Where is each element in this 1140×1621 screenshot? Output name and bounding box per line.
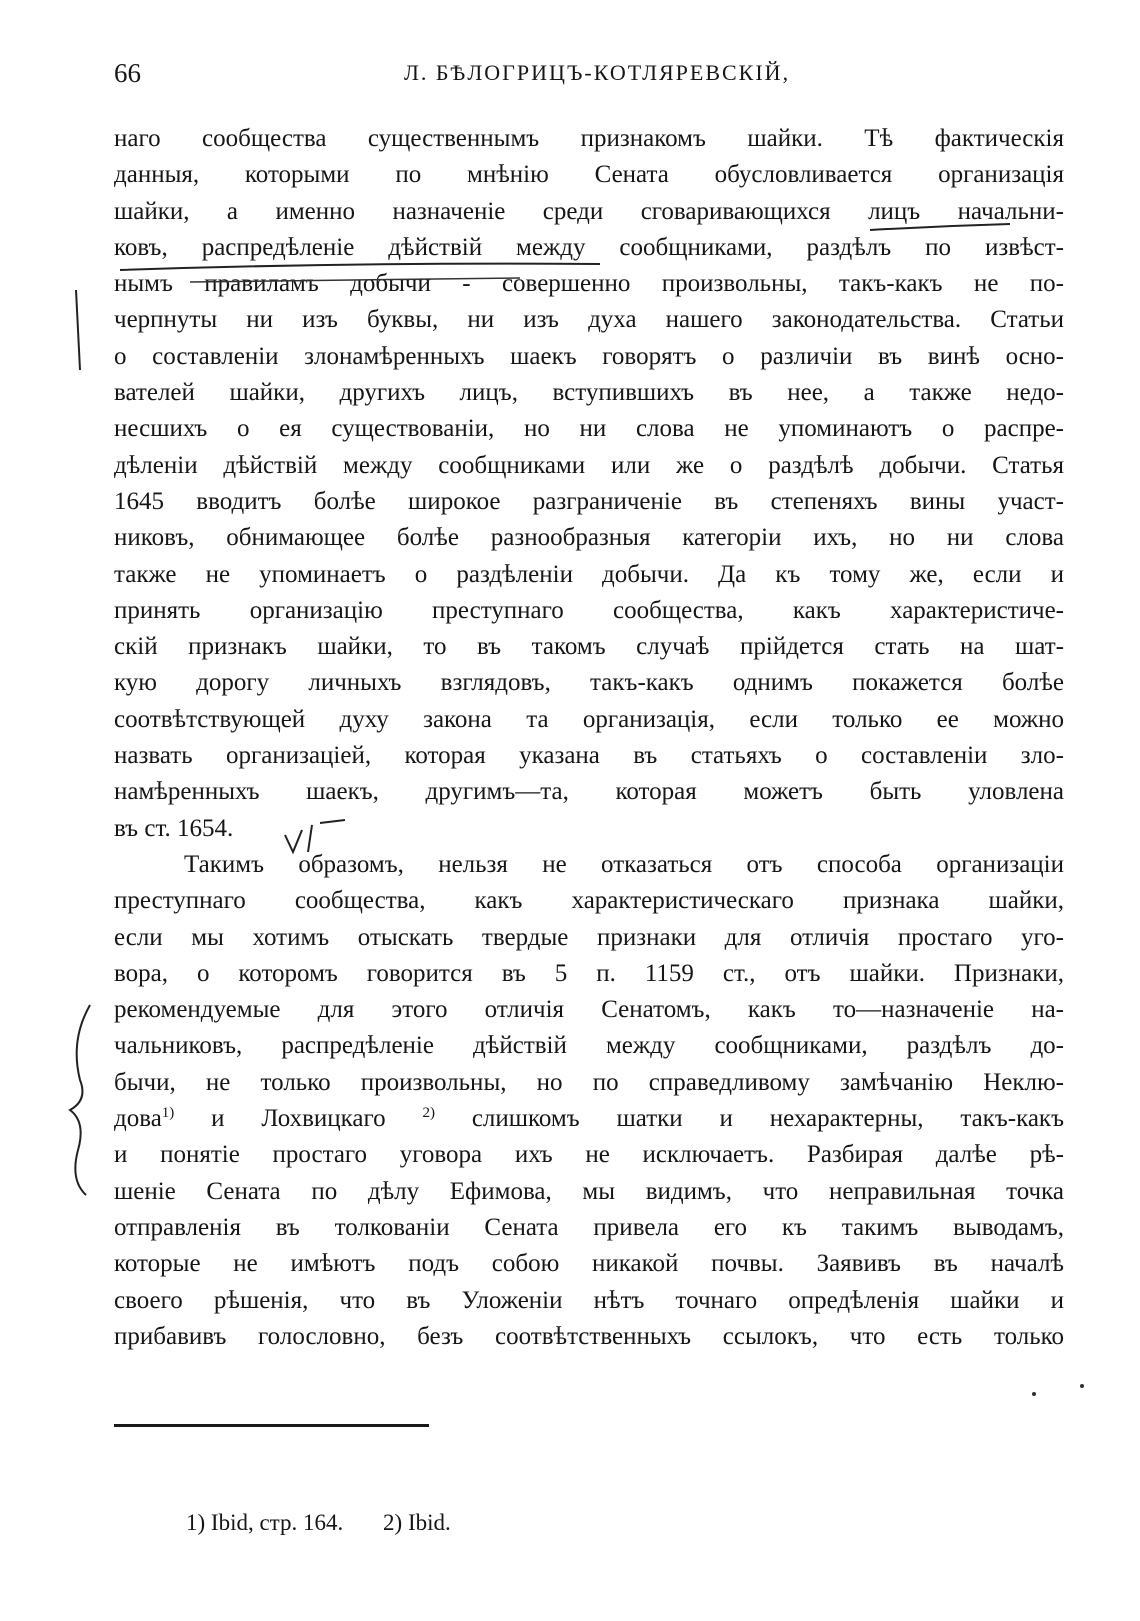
text-line: чальниковъ, распредѣленіе дѣйствій между сообщниками, раздѣлъ до- <box>114 1032 1064 1060</box>
text-line: скій признакъ шайки, то въ такомъ случаѣ прійдется стать на шат- <box>114 633 1064 661</box>
footnote-mark: 1) <box>186 1510 206 1535</box>
underline-mark <box>870 224 1010 230</box>
footnote-text: Ibid, стр. 164. <box>210 1510 344 1535</box>
footnote-rule <box>114 1424 429 1427</box>
footnote-2 <box>383 1510 451 1535</box>
text-line: наго сообщества существеннымъ признакомъ шайки. Тѣ фактическія <box>114 125 1064 152</box>
tick-mark <box>308 825 312 852</box>
footnote-1 <box>186 1510 343 1535</box>
text-line: принять организацію преступнаго сообщества, какъ характеристиче- <box>114 596 1064 624</box>
text-line: которые не имѣютъ подъ собою никакой почвы. Заявивъ въ началѣ <box>114 1250 1064 1278</box>
text-line: черпнуты ни изъ буквы, ни изъ духа нашего законодательства. Статьи <box>114 306 1064 334</box>
footnotes <box>186 1510 485 1536</box>
text-line: преступнаго сообщества, какъ характеристическаго признака шайки, <box>114 887 1064 915</box>
text-line: если мы хотимъ отыскать твердые признаки для отличія простаго уго- <box>114 923 1064 951</box>
footnote-mark: 2) <box>383 1510 403 1535</box>
text-line: Такимъ образомъ, нельзя не отказаться отъ способа организаціи <box>184 850 1064 878</box>
text-line: шеніе Сената по дѣлу Ефимова, мы видимъ, что неправильная точка <box>114 1177 1064 1205</box>
text-line: вора, о которомъ говорится въ 5 п. 1159 ст., отъ шайки. Признаки, <box>114 959 1064 987</box>
text-line: дѣленіи дѣйствій между сообщниками или же о раздѣлѣ добычи. Статья <box>114 451 1064 479</box>
text-line: о составленіи злонамѣренныхъ шаекъ говорятъ о различіи въ винѣ осно- <box>114 342 1064 370</box>
text-line: вателей шайки, другихъ лицъ, вступившихъ въ нее, а также недо- <box>114 379 1064 407</box>
speck-mark <box>1080 1384 1084 1388</box>
footnote-ref: 1) <box>161 1105 175 1122</box>
speck-mark <box>1032 1392 1036 1396</box>
text-line: въ ст. 1654. <box>114 814 234 842</box>
text-line: намѣренныхъ шаекъ, другимъ—та, которая можетъ быть уловлена <box>114 778 1064 806</box>
page-number: 66 <box>114 58 141 88</box>
text-line: соотвѣтствующей духу закона та организація, если только ее можно <box>114 705 1064 733</box>
text-line: шайки, а именно назначеніе среди сговаривающихся лицъ начальни- <box>114 197 1064 225</box>
text-line: отправленія въ толкованіи Сената привела его къ такимъ выводамъ, <box>114 1213 1064 1241</box>
underline-mark <box>120 264 600 270</box>
text-line: ковъ, распредѣленіе дѣйствій между сообщниками, раздѣлъ по извѣст- <box>114 233 1064 261</box>
text-line: кую дорогу личныхъ взглядовъ, такъ-какъ однимъ покажется болѣе <box>114 669 1064 697</box>
text-fragment: и Лохвицкаго <box>211 1105 386 1133</box>
text-line: данныя, которыми по мнѣнію Сената обусловливается организація <box>114 161 1064 189</box>
text-line: 1645 вводитъ болѣе широкое разграниченіе въ степеняхъ вины участ- <box>114 487 1064 515</box>
text-line: назвать организаціей, которая указана въ статьяхъ о составленіи зло- <box>114 742 1064 770</box>
text-fragment: дова <box>114 1105 162 1133</box>
underline-mark <box>190 278 520 282</box>
text-line: никовъ, обнимающее болѣе разнообразныя категоріи ихъ, но ни слова <box>114 524 1064 552</box>
text-fragment: слишкомъ шатки и нехарактерны, такъ-какъ <box>471 1105 1065 1133</box>
tick-mark <box>320 820 345 823</box>
text-line: рекомендуемые для этого отличія Сенатомъ, какъ то—назначеніе на- <box>114 996 1064 1024</box>
text-line: нымъ правиламъ добычи - совершенно произвольны, такъ-какъ не по- <box>114 270 1064 298</box>
running-title: Л. БѢЛОГРИЦЪ-КОТЛЯРЕВСКІЙ, <box>404 60 791 85</box>
footnote-text: Ibid. <box>407 1510 451 1535</box>
text-line: и понятіе простаго уговора ихъ не исключаетъ. Разбирая далѣе рѣ- <box>114 1141 1064 1169</box>
text-line: прибавивъ голословно, безъ соотвѣтственныхъ ссылокъ, что есть только <box>114 1322 1064 1350</box>
text-line: бычи, не только произвольны, но по справедливому замѣчанію Неклю- <box>114 1068 1064 1096</box>
text-line: своего рѣшенія, что въ Уложеніи нѣтъ точнаго опредѣленія шайки и <box>114 1286 1064 1314</box>
text-line: несшихъ о ея существованіи, но ни слова не упоминаютъ о распре- <box>114 415 1064 443</box>
footnote-ref: 2) <box>422 1105 435 1122</box>
tick-mark <box>285 830 302 852</box>
margin-bar-mark <box>76 290 80 370</box>
margin-brace-mark <box>70 1005 90 1195</box>
text-line: также не упоминаетъ о раздѣленіи добычи. Да къ тому же, если и <box>114 560 1064 588</box>
